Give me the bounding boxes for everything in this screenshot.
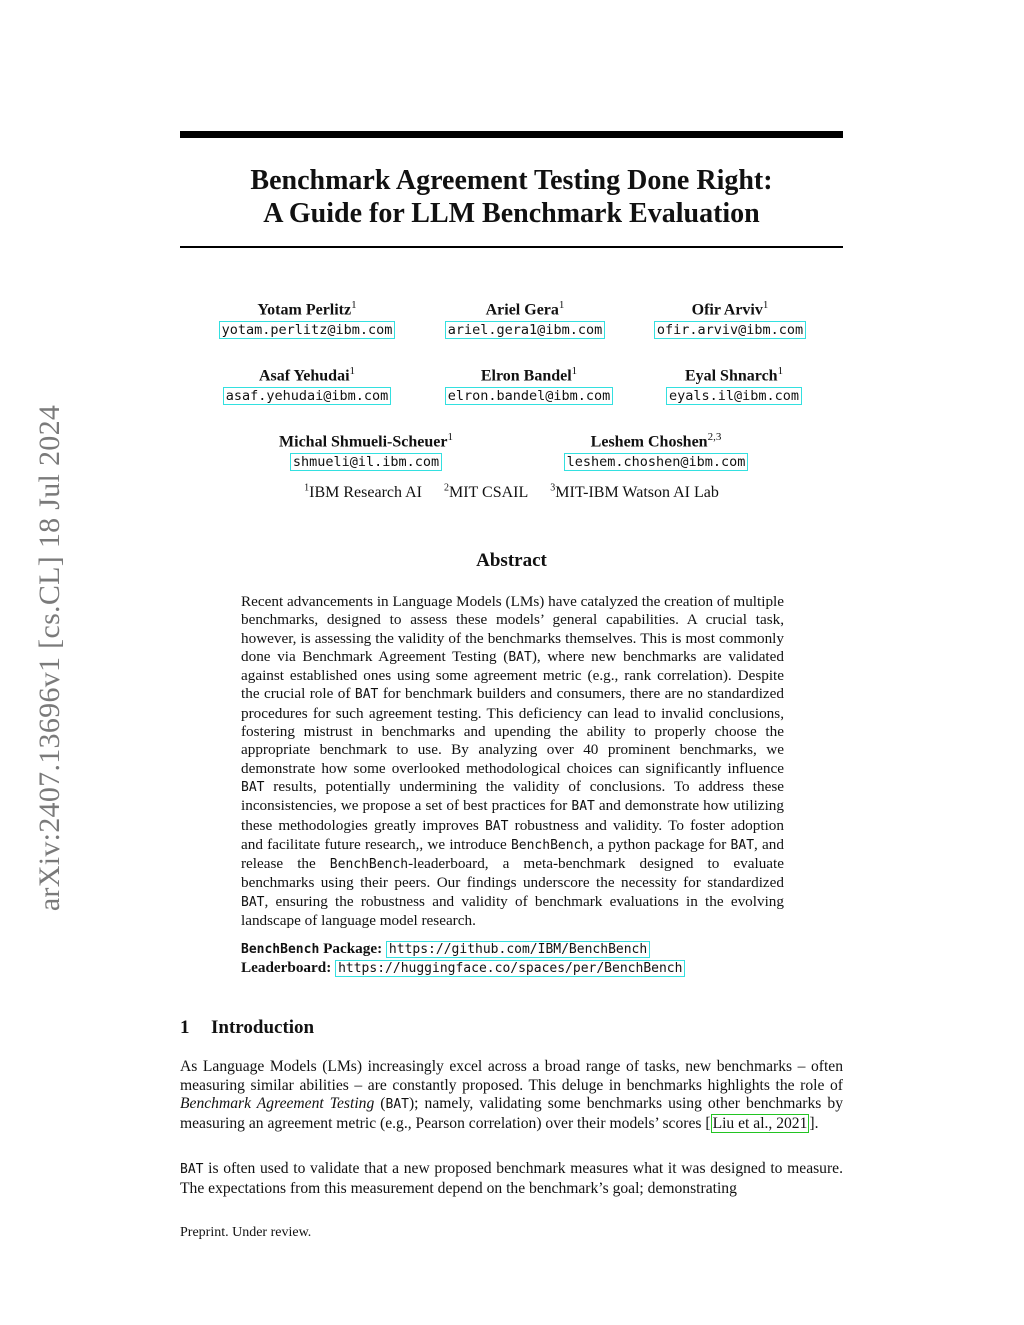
title-line-1: Benchmark Agreement Testing Done Right: xyxy=(250,165,773,196)
abstract-heading: Abstract xyxy=(476,550,547,571)
author-block xyxy=(187,295,427,339)
author-name: Yotam Perlitz$^1$ xyxy=(257,299,357,319)
affiliation: $^1$IBM Research AI xyxy=(304,483,422,502)
author-block xyxy=(187,361,427,405)
affiliation: $^3$MIT-IBM Watson AI Lab xyxy=(550,483,719,502)
title-line-2: A Guide for LLM Benchmark Evaluation xyxy=(263,198,760,229)
intro-paragraph-1: As Language Models (LMs) increasingly excel across a broad range of tasks, new benchmarks – often measuring similar abilities – are constantly proposed. This deluge in benchmarks highlights the role of Benchmark Agreement Testing (BAT); namely, validating some benchmarks using other benchmarks by measuring an agreement metric (e.g., Pearson correlation) over their models’ scores [ Liu et al., 2021 ]. xyxy=(180,1058,843,1133)
author-name: Eyal Shnarch$^1$ xyxy=(684,365,784,385)
author-email-link[interactable]: eyals.il@ibm.com xyxy=(666,387,802,405)
section-heading: 1 Introduction xyxy=(180,1017,315,1038)
paper-title xyxy=(180,164,843,230)
author-name: Leshem Choshen$^{2,3}$ xyxy=(590,431,722,451)
author-block xyxy=(409,361,649,405)
title-rule-top xyxy=(180,131,843,138)
affiliation: $^2$MIT CSAIL xyxy=(444,483,529,502)
author-block xyxy=(610,295,850,339)
author-name: Elron Bandel$^1$ xyxy=(480,365,578,385)
author-block xyxy=(536,427,776,471)
citation-link[interactable]: Liu et al., 2021 xyxy=(712,1115,808,1133)
footer-note: Preprint. Under review. xyxy=(180,1225,312,1240)
author-email-link[interactable]: asaf.yehudai@ibm.com xyxy=(223,387,392,405)
author-name: Ariel Gera$^1$ xyxy=(485,299,565,319)
leaderboard-link[interactable]: https://huggingface.co/spaces/per/BenchBench xyxy=(335,960,685,977)
leaderboard-line: Leaderboard: https://huggingface.co/spaces/per/BenchBench xyxy=(241,959,685,978)
arxiv-label: arXiv:2407.13696v1 [cs.CL] 18 Jul 2024 xyxy=(33,404,66,911)
author-email-link[interactable]: ofir.arviv@ibm.com xyxy=(654,321,806,339)
author-email-link[interactable]: elron.bandel@ibm.com xyxy=(445,387,614,405)
author-block xyxy=(614,361,854,405)
author-email-link[interactable]: ariel.gera1@ibm.com xyxy=(445,321,605,339)
author-name: Michal Shmueli-Scheuer$^1$ xyxy=(279,431,453,451)
author-email-link[interactable]: leshem.choshen@ibm.com xyxy=(564,453,749,471)
intro-paragraph-2: BAT is often used to validate that a new proposed benchmark measures what it was designed to measure. The expectations from this measurement depend on the benchmark’s goal; demonstrating xyxy=(180,1160,843,1197)
package-link[interactable]: https://github.com/IBM/BenchBench xyxy=(386,941,650,958)
author-block xyxy=(246,427,486,471)
abstract-body: Recent advancements in Language Models (LMs) have catalyzed the creation of multiple benchmarks, designed to assess these models’ general capabilities. A crucial task, however, is assessing the validity of the benchmarks themselves. This is most commonly done via Benchmark Agreement Testing (BAT), where new benchmarks are validated against established ones using some agreement metric (e.g., rank correlation). Despite the crucial role of BAT for benchmark builders and consumers, there are no standardized procedures for such agreement testing. This deficiency can lead to invalid conclusions, fostering mistrust in benchmarks and upending the ability to properly choose the appropriate benchmark to use. By analyzing over 40 prominent benchmarks, we demonstrate how some overlooked methodological choices can significantly influence BAT results, potentially undermining the validity of conclusions. To address these inconsistencies, we propose a set of best practices for BAT and demonstrate how utilizing these methodologies greatly improves BAT robustness and validity. To foster adoption and facilitate future research,, we introduce BenchBench, a python package for BAT, and release the BenchBench-leaderboard, a meta-benchmark designed to evaluate benchmarks using their peers. Our findings underscore the necessity for standardized BAT, ensuring the robustness and validity of benchmark evaluations in the evolving landscape of language model research. xyxy=(241,593,784,930)
author-name: Ofir Arviv$^1$ xyxy=(691,299,769,319)
package-line: BenchBench Package: https://github.com/IBM/BenchBench xyxy=(241,940,650,959)
author-block xyxy=(405,295,645,339)
arxiv-identifier xyxy=(30,370,70,945)
affiliations xyxy=(180,483,843,502)
author-name: Asaf Yehudai$^1$ xyxy=(258,365,356,385)
author-email-link[interactable]: shmueli@il.ibm.com xyxy=(290,453,442,471)
title-rule-bottom xyxy=(180,246,843,248)
author-email-link[interactable]: yotam.perlitz@ibm.com xyxy=(219,321,396,339)
